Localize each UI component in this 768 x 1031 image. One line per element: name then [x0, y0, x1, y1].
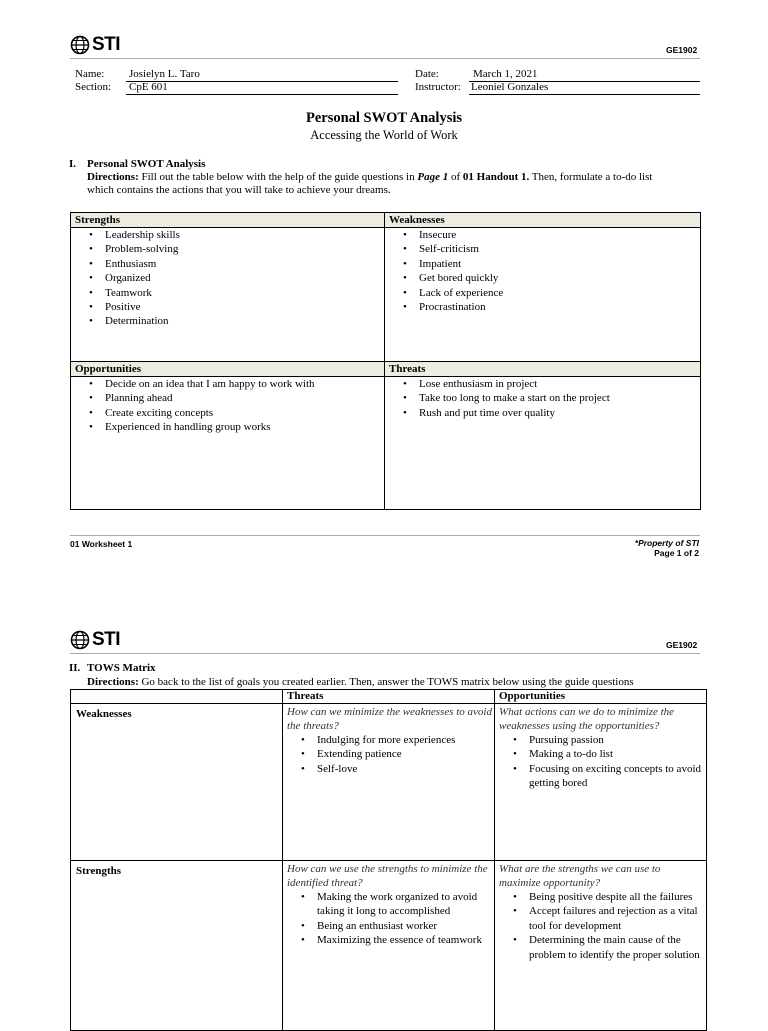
list-item: • Procrastination — [419, 300, 700, 314]
list-item: • Lose enthusiasm in project — [419, 377, 700, 391]
wo-cell[interactable] — [495, 704, 707, 861]
wt-cell[interactable] — [283, 704, 495, 861]
opportunities-cell[interactable] — [71, 377, 385, 510]
list-item: • Decide on an idea that I am happy to work with — [105, 377, 384, 391]
section-underline — [126, 94, 398, 95]
directions-label: Directions: — [87, 171, 139, 183]
tows-row-weaknesses: Weaknesses — [71, 704, 283, 861]
st-cell[interactable] — [283, 861, 495, 1031]
list-item: • Making a to-do list — [529, 747, 706, 761]
instructor-underline — [469, 94, 700, 95]
threats-cell[interactable] — [385, 377, 701, 510]
header-rule — [70, 58, 700, 59]
directions-text-b: of — [448, 171, 463, 183]
opportunities-header: Opportunities — [71, 362, 385, 377]
so-cell[interactable] — [495, 861, 707, 1031]
section-2-directions — [87, 676, 634, 688]
strengths-cell[interactable] — [71, 228, 385, 362]
directions-handout-ref: 01 Handout 1. — [462, 171, 530, 183]
header-rule — [70, 653, 700, 654]
section-2-heading: TOWS Matrix — [87, 662, 156, 674]
instructor-label: Instructor: — [415, 81, 461, 93]
list-item: • Determining the main cause of the problem to identify the proper solution — [529, 933, 706, 962]
list-item: • Positive — [105, 300, 384, 314]
course-code: GE1902 — [666, 640, 698, 650]
list-item: • Self-criticism — [419, 242, 700, 256]
directions-text-a: Fill out the table below with the help of the guide questions in — [138, 171, 418, 183]
section-1-directions — [87, 171, 652, 183]
list-item: • Organized — [105, 271, 384, 285]
list-item: • Indulging for more experiences — [317, 733, 494, 747]
list-item: • Extending patience — [317, 747, 494, 761]
date-value[interactable]: March 1, 2021 — [473, 68, 538, 80]
list-item: • Rush and put time over quality — [419, 406, 700, 420]
list-item: • Being an enthusiast worker — [317, 919, 494, 933]
list-item: • Lack of experience — [419, 286, 700, 300]
sti-logo — [70, 34, 120, 56]
list-item: • Planning ahead — [105, 391, 384, 405]
list-item: • Determination — [105, 314, 384, 328]
directions-page-ref: Page 1 — [417, 171, 449, 183]
footer-rule — [70, 535, 700, 536]
swot-table — [70, 212, 701, 510]
list-item: • Being positive despite all the failures — [529, 890, 706, 904]
tows-col-opportunities: Opportunities — [495, 690, 707, 704]
list-item: • Create exciting concepts — [105, 406, 384, 420]
wt-question: How can we minimize the weaknesses to avoid the threats? — [287, 706, 492, 732]
list-item: • Focusing on exciting concepts to avoid getting bored — [529, 762, 706, 791]
name-value[interactable]: Josielyn L. Taro — [129, 68, 200, 80]
list-item: • Insecure — [419, 228, 700, 242]
globe-icon — [70, 35, 90, 55]
directions-text-c: Then, formulate a to-do list — [529, 171, 653, 183]
date-label: Date: — [415, 68, 439, 80]
st-question: How can we use the strengths to minimize the identified threat? — [287, 863, 488, 889]
section-1-directions-line2: which contains the actions that you will take to achieve your dreams. — [87, 184, 391, 196]
globe-icon — [70, 630, 90, 650]
list-item: • Enthusiasm — [105, 257, 384, 271]
strengths-header: Strengths — [71, 213, 385, 228]
tows-table — [70, 689, 707, 1031]
course-code: GE1902 — [666, 45, 698, 55]
list-item: • Experienced in handling group works — [105, 420, 384, 434]
section-1-heading: Personal SWOT Analysis — [87, 158, 206, 170]
sti-logo — [70, 629, 120, 651]
tows-corner-cell — [71, 690, 283, 704]
list-item: • Making the work organized to avoid taking it long to accomplished — [317, 890, 494, 919]
name-label: Name: — [75, 68, 105, 80]
page-title: Personal SWOT Analysis — [305, 110, 463, 126]
weaknesses-cell[interactable] — [385, 228, 701, 362]
list-item: • Take too long to make a start on the project — [419, 391, 700, 405]
list-item: • Maximizing the essence of teamwork — [317, 933, 494, 947]
section-label: Section: — [75, 81, 112, 93]
tows-col-threats: Threats — [283, 690, 495, 704]
footer-page-number: Page 1 of 2 — [654, 548, 699, 558]
section-2-number: II. — [69, 662, 81, 674]
directions-text: Go back to the list of goals you created earlier. Then, answer the TOWS matrix below using the guide questions — [138, 676, 634, 688]
brand-name: STI — [92, 34, 121, 55]
so-question: What are the strengths we can use to maximize opportunity? — [499, 863, 661, 889]
tows-row-strengths: Strengths — [71, 861, 283, 1031]
brand-name: STI — [92, 629, 121, 650]
section-value[interactable]: CpE 601 — [129, 81, 168, 93]
list-item: • Self-love — [317, 762, 494, 776]
list-item: • Impatient — [419, 257, 700, 271]
footer-worksheet: 01 Worksheet 1 — [70, 539, 133, 549]
page-subtitle: Accessing the World of Work — [310, 128, 458, 142]
list-item: • Teamwork — [105, 286, 384, 300]
list-item: • Pursuing passion — [529, 733, 706, 747]
list-item: • Leadership skills — [105, 228, 384, 242]
wo-question: What actions can we do to minimize the weaknesses using the opportunities? — [499, 706, 675, 732]
threats-header: Threats — [385, 362, 701, 377]
section-1-number: I. — [69, 158, 77, 170]
list-item: • Accept failures and rejection as a vital tool for development — [529, 904, 706, 933]
footer-property: *Property of STI — [634, 538, 699, 548]
weaknesses-header: Weaknesses — [385, 213, 701, 228]
list-item: • Get bored quickly — [419, 271, 700, 285]
directions-label: Directions: — [87, 676, 139, 688]
list-item: • Problem-solving — [105, 242, 384, 256]
instructor-value[interactable]: Leoniel Gonzales — [471, 81, 549, 93]
